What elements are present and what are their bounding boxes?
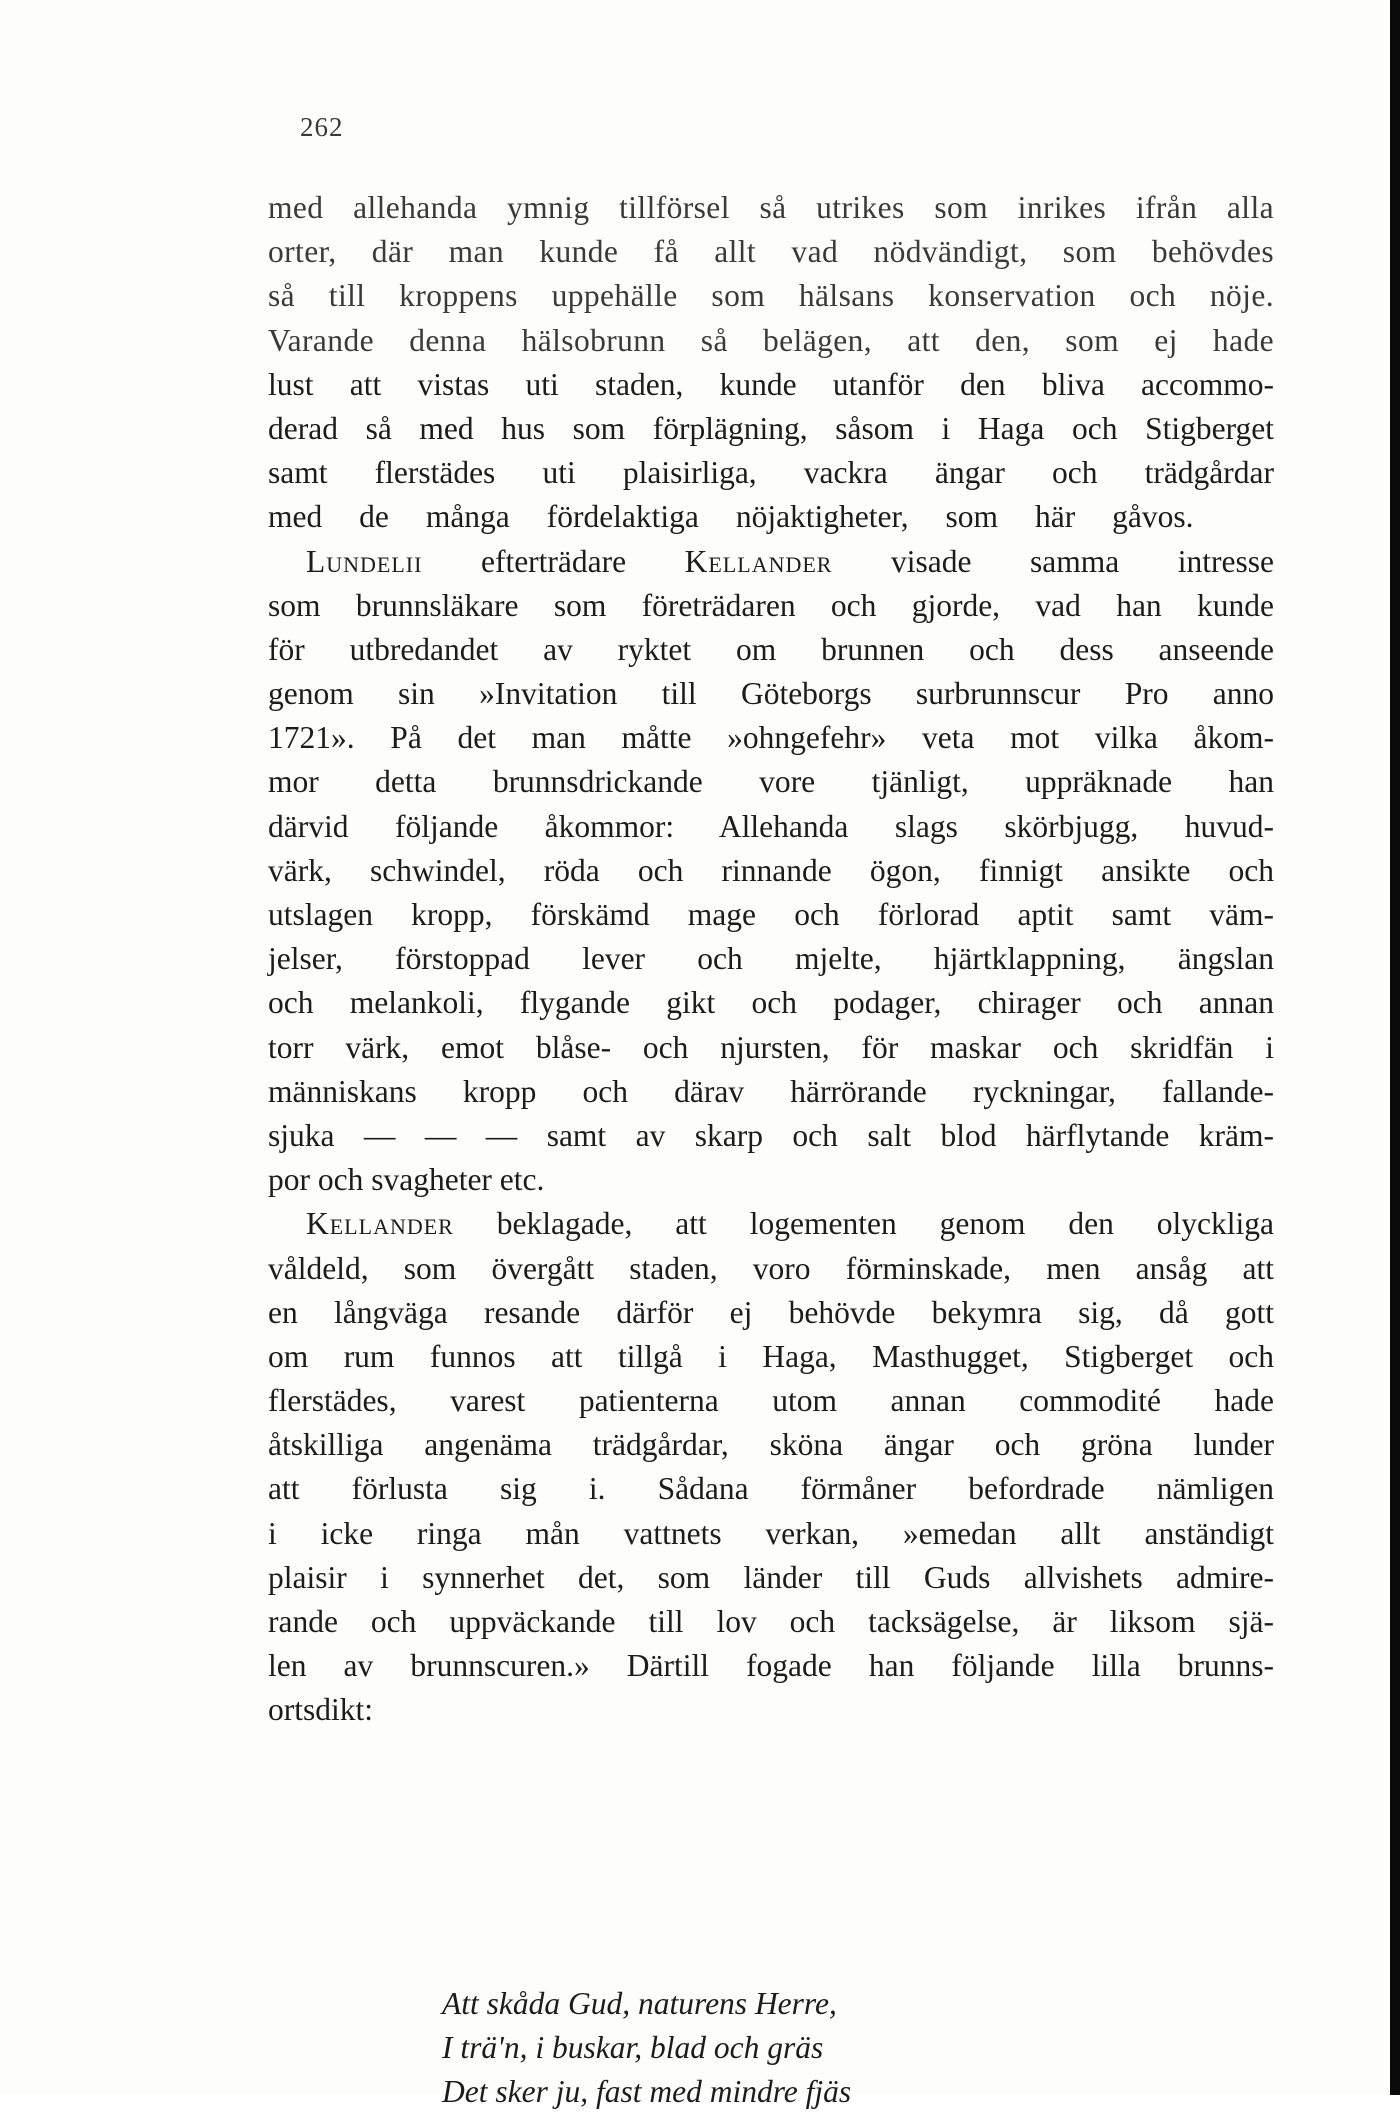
text-line: människans kropp och därav härrörande ryckningar, fallande- [268, 1073, 1274, 1109]
text-line: lust att vistas uti staden, kunde utanför den bliva accommo- [268, 366, 1274, 402]
poem-line: Det sker ju, fast med mindre fjäs [442, 2074, 852, 2110]
text-line: att förlusta sig i. Sådana förmåner befordrade nämligen [268, 1471, 1274, 1507]
text-line: en långväga resande därför ej behövde bekymra sig, då gott [268, 1294, 1274, 1330]
text-line: genom sin »Invitation till Göteborgs surbrunnscur Pro anno [268, 676, 1274, 712]
text-line: utslagen kropp, förskämd mage och förlorad aptit samt väm- [268, 897, 1274, 932]
text-line: och melankoli, flygande gikt och podager, chirager och annan [268, 985, 1274, 1021]
text-line: om rum funnos att tillgå i Haga, Masthugget, Stigberget och [268, 1338, 1274, 1374]
paragraph-first-line [268, 1202, 1274, 1246]
text-line: len av brunnscuren.» Därtill fogade han följande lilla brunns- [268, 1648, 1274, 1684]
text-line: därvid följande åkommor: Allehanda slags skörbjugg, huvud- [268, 808, 1274, 844]
text-line: sjuka — — — samt av skarp och salt blod härflytande kräm- [268, 1117, 1274, 1153]
text-line: med de många fördelaktiga nöjaktigheter, som här gåvos. [268, 499, 1194, 535]
page-number: 262 [300, 112, 344, 142]
text-line: så till kroppens uppehälle som hälsans konservation och nöje. [268, 278, 1274, 314]
text-line: värk, schwindel, röda och rinnande ögon, finnigt ansikte och [268, 852, 1274, 888]
text-line: torr värk, emot blåse- och njursten, för maskar och skridfän i [268, 1029, 1274, 1065]
text-span: efterträdare [422, 543, 685, 579]
text-line: som brunnsläkare som företrädaren och gjorde, vad han kunde [268, 587, 1274, 623]
text-line: ortsdikt: [268, 1692, 374, 1728]
text-line: derad så med hus som förplägning, såsom i Haga och Stigberget [268, 410, 1274, 446]
poem-line: I trä'n, i buskar, blad och gräs [442, 2030, 824, 2066]
poem-line: Att skåda Gud, naturens Herre, [442, 1986, 837, 2021]
text-line: plaisir i synnerhet det, som länder till Guds allvishets admire- [268, 1559, 1274, 1595]
person-name-lundelii: Lundelii [306, 543, 423, 579]
text-line: flerstädes, varest patienterna utom annan commodité hade [268, 1383, 1274, 1419]
text-line: i icke ringa mån vattnets verkan, »emedan allt anständigt [268, 1515, 1274, 1551]
text-line: 1721». På det man måtte »ohngefehr» veta mot vilka åkom- [268, 720, 1274, 756]
text-line: jelser, förstoppad lever och mjelte, hjärtklappning, ängslan [268, 941, 1274, 977]
person-name-kellander: Kellander [684, 543, 833, 579]
paragraph-first-line [268, 540, 1274, 584]
scan-edge-bar [1390, 0, 1400, 2095]
text-line: por och svagheter etc. [268, 1162, 545, 1198]
text-line: våldeld, som övergått staden, voro förminskade, men ansåg att [268, 1250, 1274, 1286]
text-span: visade samma intresse [832, 543, 1274, 579]
body-text [268, 186, 1274, 1733]
text-line: orter, där man kunde få allt vad nödvändigt, som behövdes [268, 234, 1274, 270]
text-line: rande och uppväckande till lov och tacksägelse, är liksom sjä- [268, 1604, 1274, 1639]
text-line: samt flerstädes uti plaisirliga, vackra ängar och trädgårdar [268, 455, 1274, 491]
text-line: för utbredandet av ryktet om brunnen och dess anseende [268, 631, 1274, 667]
person-name-kellander: Kellander [306, 1206, 454, 1242]
text-span: beklagade, att logementen genom den olyckliga [453, 1206, 1274, 1242]
text-line: Varande denna hälsobrunn så belägen, att den, som ej hade [268, 322, 1274, 358]
text-line: åtskilliga angenäma trädgårdar, sköna ängar och gröna lunder [268, 1427, 1274, 1463]
text-line: med allehanda ymnig tillförsel så utrikes som inrikes ifrån alla [268, 190, 1274, 225]
text-line: mor detta brunnsdrickande vore tjänligt, uppräknade han [268, 764, 1274, 800]
